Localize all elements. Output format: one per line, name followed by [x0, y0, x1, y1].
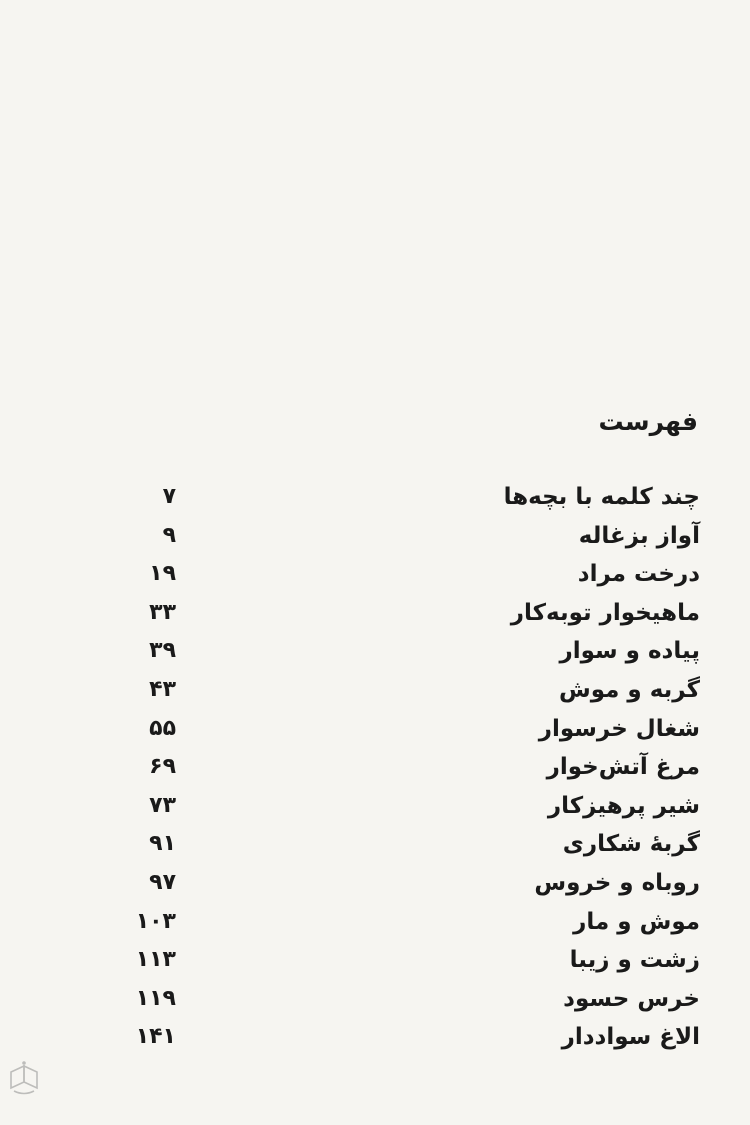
toc-item-page: ۱۰۳ — [135, 908, 176, 934]
toc-item[interactable] — [120, 903, 700, 942]
toc-item[interactable] — [120, 748, 700, 787]
toc-item[interactable] — [120, 980, 700, 1019]
toc-item-page: ۱۱۳ — [135, 947, 176, 973]
toc-item-page: ۹ — [162, 522, 176, 548]
toc-item[interactable] — [120, 517, 700, 556]
toc-item-page: ۹۷ — [149, 869, 176, 895]
toc-item-title: پیاده و سوار — [559, 638, 700, 665]
toc-item[interactable] — [120, 555, 700, 594]
toc-item-title: گربه و موش — [559, 676, 700, 703]
toc-item-title: موش و مار — [573, 908, 700, 935]
toc-item-page: ۱۹ — [149, 561, 176, 587]
toc-item[interactable] — [120, 1018, 700, 1057]
toc-item-title: خرس حسود — [563, 985, 700, 1012]
toc-item[interactable] — [120, 864, 700, 903]
toc-item[interactable] — [120, 478, 700, 517]
toc-item-title: زشت و زیبا — [569, 947, 700, 974]
toc-item[interactable] — [120, 941, 700, 980]
toc-item[interactable] — [120, 825, 700, 864]
toc-item-title: مرغ آتش‌خوار — [546, 754, 700, 781]
toc-item-title: الاغ سواددار — [561, 1024, 700, 1051]
toc-item-page: ۹۱ — [149, 831, 176, 857]
toc-title: فهرست — [598, 407, 698, 436]
toc-item-title: شیر پرهیزکار — [547, 792, 700, 819]
toc-item-page: ۱۱۹ — [135, 985, 176, 1011]
toc-item-title: چند کلمه با بچه‌ها — [503, 484, 700, 510]
toc-item-page: ۵۵ — [149, 715, 176, 741]
toc-item-page: ۷۳ — [149, 792, 176, 818]
toc-item-title: گربهٔ شکاری — [562, 831, 700, 858]
toc-item-title: آواز بزغاله — [578, 522, 700, 549]
toc-item-page: ۶۹ — [149, 754, 176, 780]
toc-item[interactable] — [120, 710, 700, 749]
toc-item-title: شغال خرسوار — [538, 715, 700, 742]
toc-item-title: درخت مراد — [577, 561, 700, 588]
toc-item-page: ۳۹ — [149, 638, 176, 664]
toc-item-page: ۳۳ — [149, 599, 176, 625]
toc-item-page: ۷ — [162, 484, 176, 509]
toc-item[interactable] — [120, 787, 700, 826]
toc-item-title: ماهیخوار توبه‌کار — [510, 599, 700, 626]
toc-item-page: ۱۴۱ — [135, 1024, 176, 1050]
toc-item[interactable] — [120, 632, 700, 671]
book-logo-icon — [6, 1060, 42, 1100]
toc-item-page: ۴۳ — [149, 676, 176, 702]
toc-item[interactable] — [120, 671, 700, 710]
toc-item-title: روباه و خروس — [534, 869, 700, 896]
toc-list — [120, 478, 700, 1057]
toc-item[interactable] — [120, 594, 700, 633]
